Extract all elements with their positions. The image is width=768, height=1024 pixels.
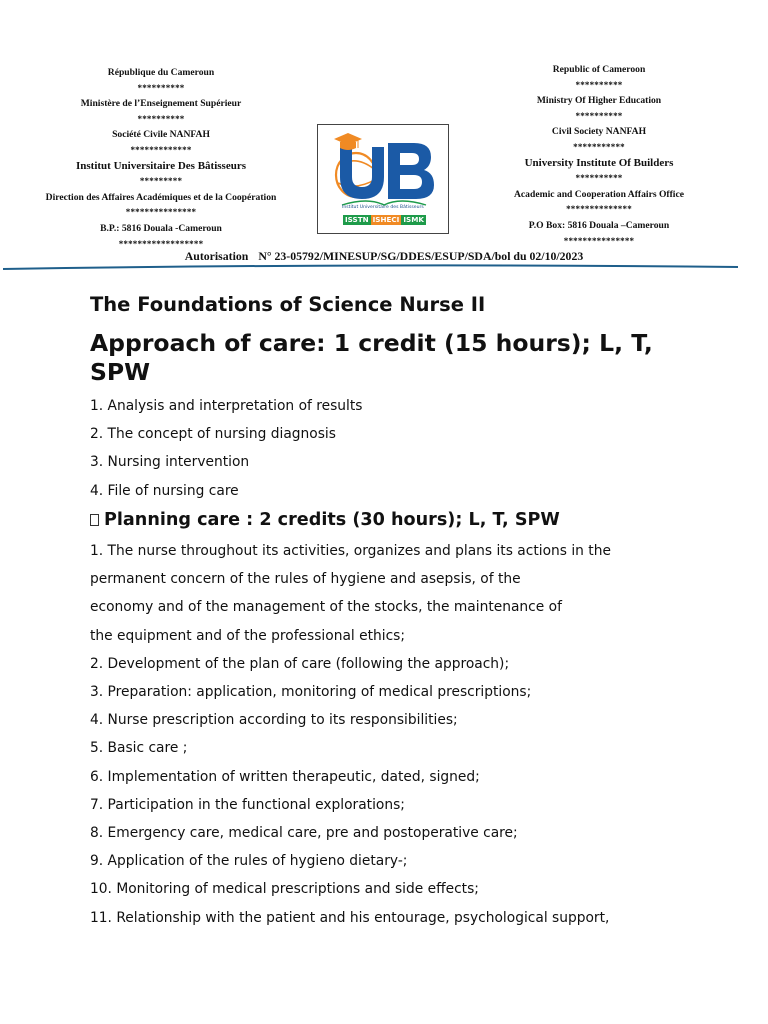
header-left-line: Direction des Affaires Académiques et de la Coopération xyxy=(45,191,277,203)
header-right-line: Civil Society NANFAH xyxy=(551,126,647,138)
authorisation-number: N° 23-05792/MINESUP/SG/DDES/ESUP/SDA/bol du 02/10/2023 xyxy=(258,249,584,263)
list-item: 1. The nurse throughout its activities, organizes and plans its actions in the xyxy=(90,543,611,559)
authorisation-label: Autorisation xyxy=(184,249,249,263)
section-approach-heading: Approach of care: 1 credit (15 hours); L, T, SPW xyxy=(90,329,653,386)
header-left-separator: ********* xyxy=(139,176,183,187)
section-planning-heading xyxy=(90,510,560,530)
institution-logo xyxy=(317,124,449,234)
header-right-separator: ********** xyxy=(575,110,623,121)
header-left-line: République du Cameroun xyxy=(107,67,215,78)
header-left-separator: ********** xyxy=(137,82,185,93)
header-right-line: Ministry Of Higher Education xyxy=(536,95,662,107)
list-item: 11. Relationship with the patient and his entourage, psychological support, xyxy=(90,909,610,926)
header-left-separator: ********** xyxy=(137,113,185,124)
list-item: 10. Monitoring of medical prescriptions and side effects; xyxy=(90,881,479,898)
header-divider xyxy=(3,264,738,272)
list-item: 4. Nurse prescription according to its responsibilities; xyxy=(90,712,458,729)
section-planning-heading-text: Planning care : 2 credits (30 hours); L, T, SPW xyxy=(104,510,560,530)
list-item: 5. Basic care ; xyxy=(90,740,188,757)
list-item: 2. Development of the plan of care (following the approach); xyxy=(90,655,510,672)
list-item: 3. Preparation: application, monitoring of medical prescriptions; xyxy=(90,684,532,700)
course-title: The Foundations of Science Nurse II xyxy=(90,293,486,316)
logo-institutes-strip xyxy=(343,215,426,225)
list-item: 3. Nursing intervention xyxy=(90,454,250,471)
header-left-separator: *************** xyxy=(125,207,197,218)
header-right-separator: ************** xyxy=(566,204,632,215)
list-item: permanent concern of the rules of hygiene and asepsis, of the xyxy=(90,571,521,588)
logo-tagline: Institut Universitaire des Bâtisseurs xyxy=(342,205,424,210)
logo-strip-label: ISHECI xyxy=(372,215,400,224)
header-right-separator: *********** xyxy=(573,141,625,152)
header-right-separator: ********** xyxy=(575,173,623,184)
logo-strip-label: ISSTN xyxy=(345,215,369,224)
header-left-separator: ****************** xyxy=(118,238,204,249)
list-item: 4. File of nursing care xyxy=(90,482,239,499)
header-right-english xyxy=(470,62,728,249)
header-left-line: Ministère de l’Enseignement Supérieur xyxy=(80,98,242,110)
header-right-line: Academic and Cooperation Affairs Office xyxy=(514,188,684,200)
header-right-line: P.O Box: 5816 Douala –Cameroun xyxy=(528,219,670,231)
list-item: the equipment and of the professional ethics; xyxy=(90,627,406,644)
bullet-icon xyxy=(90,514,99,526)
list-item: 2. The concept of nursing diagnosis xyxy=(90,426,336,443)
header-right-separator: *************** xyxy=(563,235,635,246)
list-item: 7. Participation in the functional explorations; xyxy=(90,796,405,813)
header-left-line: Institut Universitaire Des Bâtisseurs xyxy=(76,159,246,172)
header-right-line: Republic of Cameroon xyxy=(552,64,646,75)
list-item: 6. Implementation of written therapeutic, dated, signed; xyxy=(90,768,480,785)
list-item: economy and of the management of the stocks, the maintenance of xyxy=(90,599,562,616)
header-left-line: B.P.: 5816 Douala -Cameroun xyxy=(100,222,222,234)
header-right-line: University Institute Of Builders xyxy=(524,156,674,169)
header-left-line: Société Civile NANFAH xyxy=(112,129,210,141)
header-right-separator: ********** xyxy=(575,79,623,90)
header-left-separator: ************* xyxy=(130,144,192,155)
list-item: 8. Emergency care, medical care, pre and postoperative care; xyxy=(90,825,518,841)
authorisation-line xyxy=(0,249,768,264)
list-item: 1. Analysis and interpretation of results xyxy=(90,398,363,414)
logo-strip-label: ISMK xyxy=(403,215,424,224)
header-left-french xyxy=(30,65,292,252)
list-item: 9. Application of the rules of hygieno dietary-; xyxy=(90,853,408,870)
